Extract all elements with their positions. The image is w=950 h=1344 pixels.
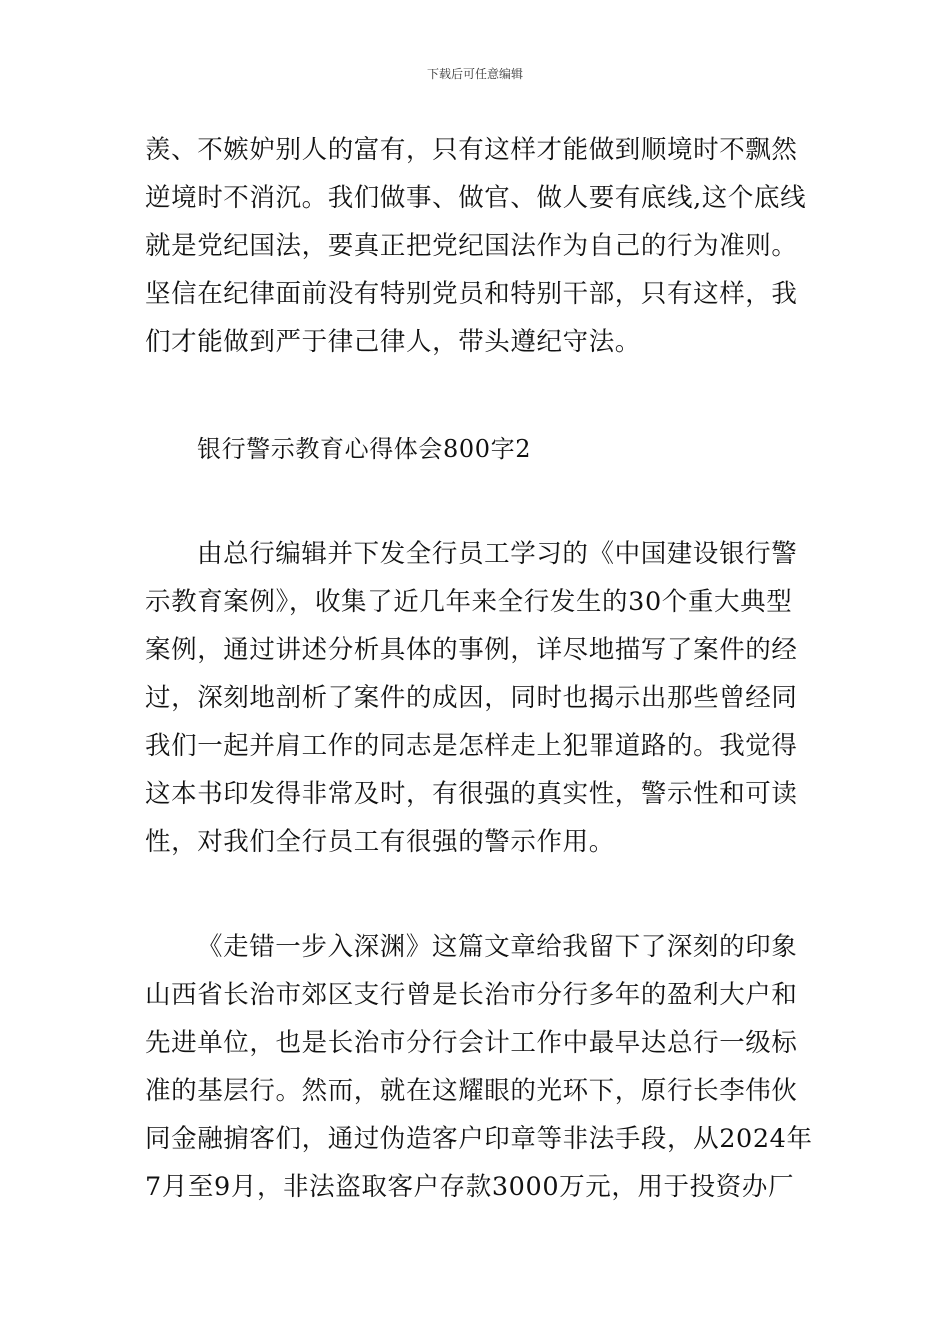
paragraph-line: 7月至9月，非法盗取客户存款3000万元，用于投资办厂 (145, 1172, 795, 1202)
page-header: 下载后可任意编辑 (426, 67, 523, 81)
section-heading: 银行警示教育心得体会800字2 (197, 435, 532, 463)
paragraph-line: 们才能做到严于律己律人，带头遵纪守法。 (145, 327, 641, 357)
paragraph-line: 示教育案例》，收集了近几年来全行发生的30个重大典型 (145, 587, 793, 617)
paragraph-line: 同金融掮客们，通过伪造客户印章等非法手段，从2024年 (145, 1124, 813, 1154)
paragraph-spacer (145, 366, 810, 425)
paragraph-line: 坚信在纪律面前没有特别党员和特别干部，只有这样，我 (145, 279, 798, 309)
paragraph-line: 就是党纪国法，要真正把党纪国法作为自己的行为准则。 (145, 231, 798, 261)
paragraph-spacer (145, 866, 810, 923)
paragraph-line: 由总行编辑并下发全行员工学习的《中国建设银行警 (197, 539, 798, 569)
paragraph-line: 案例，通过讲述分析具体的事例，详尽地描写了案件的经 (145, 635, 798, 665)
paragraph-line: 先进单位，也是长治市分行会计工作中最早达总行一级标 (145, 1028, 798, 1058)
paragraph-line: 性，对我们全行员工有很强的警示作用。 (145, 827, 615, 857)
paragraph-line: 逆境时不消沉。我们做事、做官、做人要有底线,这个底线 (145, 183, 807, 213)
paragraph-line: 我们一起并肩工作的同志是怎样走上犯罪道路的。我觉得 (145, 731, 798, 761)
document-body (145, 126, 813, 1211)
paragraph-spacer (145, 473, 810, 530)
paragraph-line: 准的基层行。然而，就在这耀眼的光环下，原行长李伟伙 (145, 1076, 798, 1106)
paragraph-line: 山西省长治市郊区支行曾是长治市分行多年的盈利大户和 (145, 980, 798, 1010)
paragraph-line: 羡、不嫉妒别人的富有，只有这样才能做到顺境时不飘然 (145, 135, 798, 165)
paragraph-line: 这本书印发得非常及时，有很强的真实性，警示性和可读 (145, 779, 798, 809)
paragraph-line: 过，深刻地剖析了案件的成因，同时也揭示出那些曾经同 (145, 683, 798, 713)
paragraph-line: 《走错一步入深渊》这篇文章给我留下了深刻的印象 (197, 932, 798, 962)
paragraph-2 (145, 530, 810, 866)
paragraph-3 (145, 923, 813, 1211)
paragraph-1 (145, 126, 810, 366)
